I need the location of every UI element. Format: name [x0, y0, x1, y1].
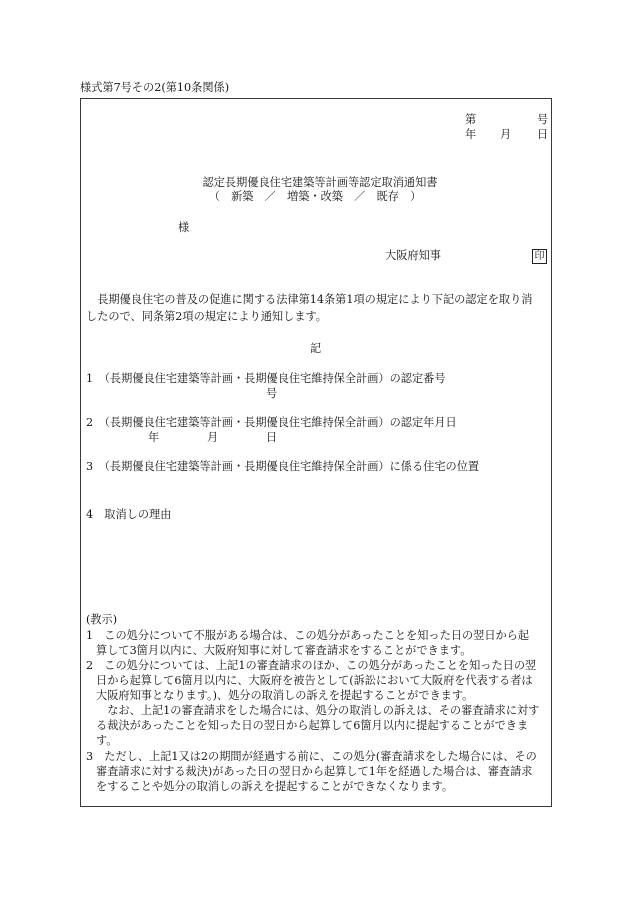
notice-line: 3 ただし、上記1又は2の期間が経過する前に、この処分(審査請求をした場合には、その	[86, 750, 537, 763]
item-date-year: 年	[148, 431, 160, 444]
notice-heading: (教示)	[86, 613, 118, 626]
notice-line: る裁決があったことを知った日の翌日から起算して6箇月以内に提起することができま	[96, 719, 529, 732]
date-day: 日	[537, 128, 549, 141]
item-date-day: 日	[266, 431, 278, 444]
date-month: 月	[500, 128, 512, 141]
addressee-suffix: 様	[178, 221, 190, 234]
ki-heading: 記	[310, 342, 322, 355]
notice-line: 審査請求に対する裁決)があった日の翌日から起算して1年を経過した場合は、審査請求	[96, 765, 533, 778]
form-label: 様式第7号その2(第10条関係)	[80, 81, 230, 94]
seal-mark: 印	[532, 249, 547, 264]
number-prefix: 第	[465, 113, 477, 126]
item-revocation-reason: 4 取消しの理由	[86, 508, 172, 521]
item-certification-date: 2 （長期優良住宅建築等計画・長期優良住宅維持保全計画）の認定年月日	[86, 416, 457, 429]
notice-line: す。	[96, 734, 118, 747]
number-suffix: 号	[537, 113, 549, 126]
item-certification-number: 1 （長期優良住宅建築等計画・長期優良住宅維持保全計画）の認定番号	[86, 372, 446, 385]
item-number-suffix: 号	[266, 387, 278, 400]
notice-line: 算して3箇月以内に、大阪府知事に対して審査請求をすることができます。	[96, 644, 472, 657]
body-line: したので、同条第2項の規定により通知します。	[86, 310, 327, 323]
issuer: 大阪府知事	[385, 249, 441, 262]
notice-line: 1 この処分について不服がある場合は、この処分があったことを知った日の翌日から起	[86, 629, 530, 642]
notice-line: 大阪府知事となります。)、処分の取消しの訴えを提起することができます。	[96, 689, 474, 702]
document-title: 認定長期優良住宅建築等計画等認定取消通知書	[202, 176, 438, 189]
item-date-month: 月	[207, 431, 219, 444]
notice-line: をすることや処分の取消しの訴えを提起することができなくなります。	[96, 780, 454, 793]
notice-line: 日から起算して6箇月以内に、大阪府を被告として(訴訟において大阪府を代表する者は	[96, 674, 533, 687]
body-line: 長期優良住宅の普及の促進に関する法律第14条第1項の規定により下記の認定を取り消	[86, 293, 533, 306]
notice-line: 2 この処分については、上記1の審査請求のほか、この処分があったことを知った日の翌	[86, 659, 537, 672]
item-house-location: 3 （長期優良住宅建築等計画・長期優良住宅維持保全計画）に係る住宅の位置	[86, 460, 480, 473]
notice-line: なお、上記1の審査請求をした場合には、処分の取消しの訴えは、その審査請求に対す	[96, 704, 540, 717]
date-year: 年	[465, 128, 477, 141]
document-subtitle: （ 新築 ／ 増築・改築 ／ 既存 ）	[208, 190, 422, 203]
